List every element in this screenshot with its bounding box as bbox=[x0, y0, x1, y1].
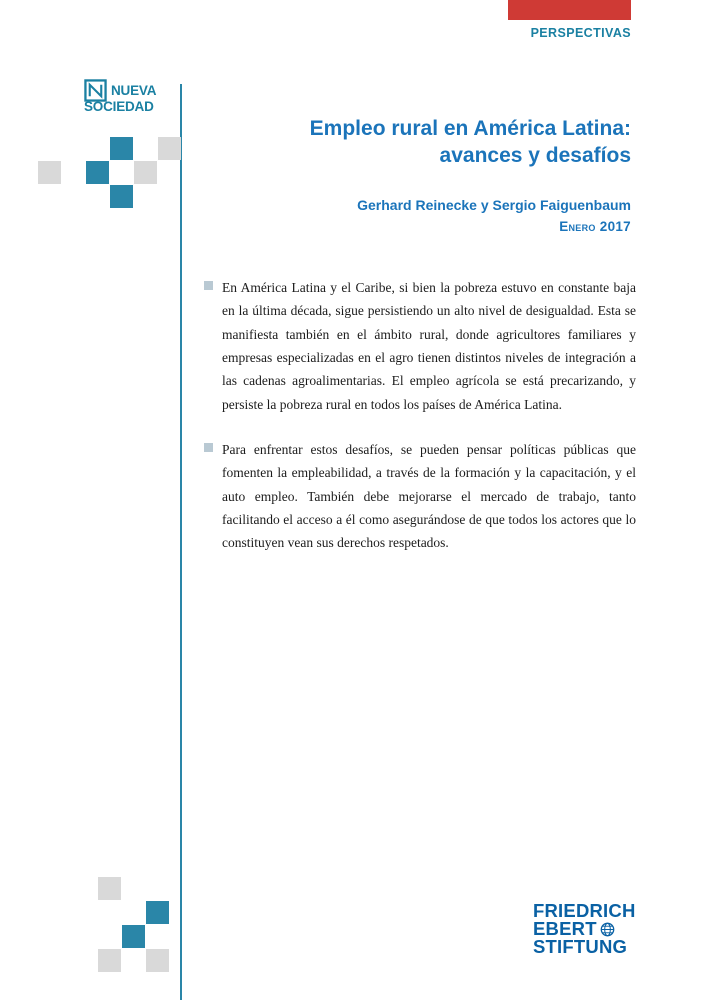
brand-red-bar bbox=[508, 0, 631, 20]
decor-square bbox=[86, 161, 109, 184]
fes-logo-line3: STIFTUNG bbox=[533, 936, 628, 957]
page-title-line1: Empleo rural en América Latina: bbox=[309, 117, 631, 140]
abstract-paragraph bbox=[204, 438, 636, 555]
publication-date: Enero 2017 bbox=[559, 219, 631, 234]
publisher-name-line2: SOCIEDAD bbox=[84, 99, 154, 114]
page-title-line2: avances y desafíos bbox=[439, 143, 631, 167]
square-bullet-icon bbox=[204, 443, 213, 452]
publisher-name-line1: NUEVA bbox=[111, 83, 157, 98]
decor-square bbox=[110, 185, 133, 208]
decor-square bbox=[134, 161, 157, 184]
decor-square bbox=[98, 877, 121, 900]
decor-square bbox=[146, 901, 169, 924]
abstract-paragraph-text: En América Latina y el Caribe, si bien la pobreza estuvo en constante baja en la última década, sigue persistiendo un alto nivel de desigualdad. Esta se manifiesta también en el ámbito rural, donde agricultores familiares y empresas especializadas en el agro tienen distintos niveles de integración a las cadenas agroalimentarias. El empleo agrícola se está precarizando, y persiste la pobreza rural en todos los países de América Latina. bbox=[222, 280, 636, 412]
fes-logo-line1: FRIEDRICH bbox=[533, 900, 636, 921]
decor-square bbox=[98, 949, 121, 972]
nueva-sociedad-logo bbox=[84, 79, 194, 115]
decor-square bbox=[122, 925, 145, 948]
decor-square bbox=[110, 137, 133, 160]
abstract-paragraph bbox=[204, 276, 636, 416]
fes-logo-line2-text: EBERT bbox=[533, 918, 597, 939]
square-bullet-icon bbox=[204, 281, 213, 290]
page-title bbox=[161, 116, 631, 170]
series-label: PERSPECTIVAS bbox=[530, 26, 631, 40]
globe-icon bbox=[600, 922, 615, 937]
decor-square bbox=[38, 161, 61, 184]
authors-line: Gerhard Reinecke y Sergio Faiguenbaum bbox=[357, 197, 631, 213]
friedrich-ebert-stiftung-logo bbox=[533, 902, 653, 956]
decor-square bbox=[146, 949, 169, 972]
abstract-paragraph-text: Para enfrentar estos desafíos, se pueden pensar políticas públicas que fomenten la empleabilidad, a través de la formación y la capacitación, y el auto empleo. También debe mejorarse el mercado de trabajo, tanto facilitando el acceso a él como asegurándose de que todos los actores que lo constituyen vean sus derechos respetados. bbox=[222, 442, 636, 551]
